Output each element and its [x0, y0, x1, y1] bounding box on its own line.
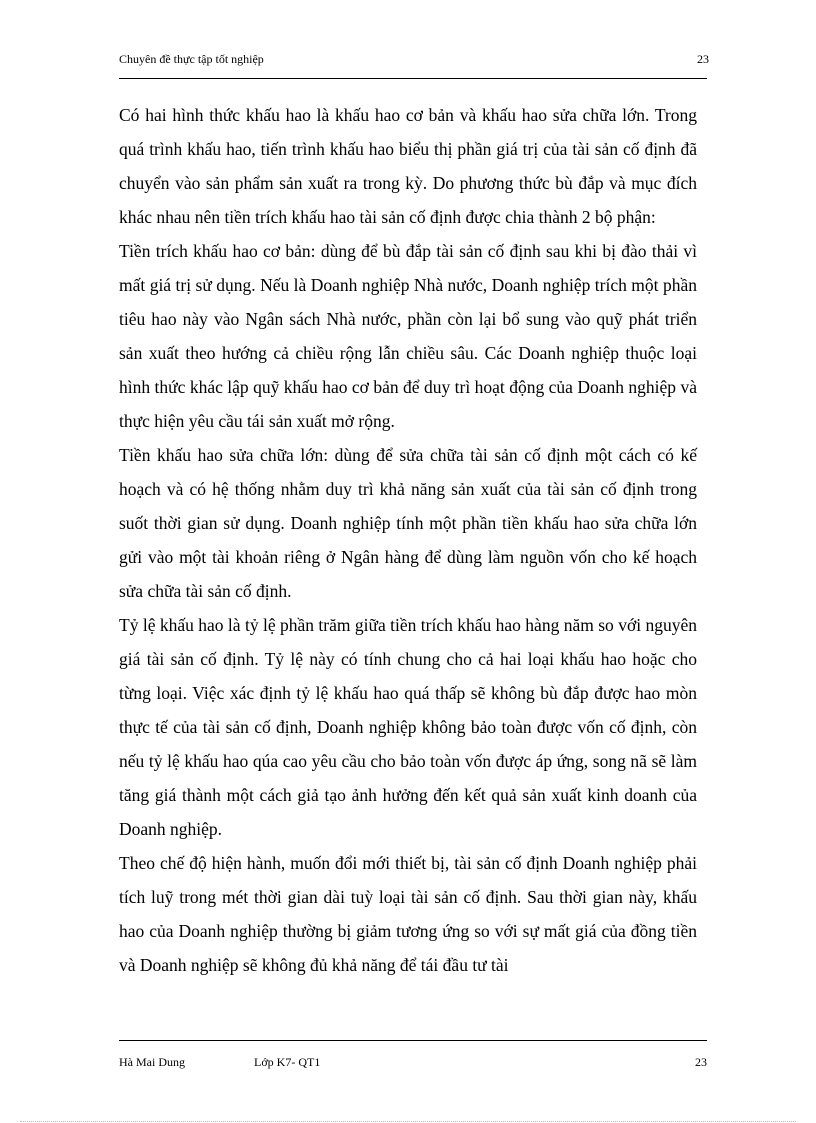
page-footer — [119, 1055, 707, 1073]
header-title: Chuyên đề thực tập tốt nghiệp — [119, 52, 264, 66]
footer-author: Hà Mai Dung — [119, 1055, 185, 1069]
page-header — [119, 52, 709, 70]
header-rule — [119, 78, 707, 79]
paragraph: Tiền trích khấu hao cơ bản: dùng để bù đắp tài sản cố định sau khi bị đào thải vì mất giá trị sử dụng. Nếu là Doanh nghiệp Nhà nước, Doanh nghiệp trích một phần tiêu hao này vào Ngân sách Nhà nước, phần còn lại bổ sung vào quỹ phát triển sản xuất theo hướng cả chiều rộng lẫn chiều sâu. Các Doanh nghiệp thuộc loại hình thức khác lập quỹ khấu hao cơ bản để duy trì hoạt động của Doanh nghiệp và thực hiện yêu cầu tái sản xuất mở rộng. — [119, 241, 697, 431]
paragraph: Có hai hình thức khấu hao là khấu hao cơ bản và khấu hao sửa chữa lớn. Trong quá trình khấu hao, tiến trình khấu hao biểu thị phần giá trị của tài sản cố định đã chuyển vào sản phẩm sản xuất ra trong kỳ. Do phương thức bù đắp và mục đích khác nhau nên tiền trích khấu hao tài sản cố định được chia thành 2 bộ phận: — [119, 105, 697, 227]
paragraph: Tiền khấu hao sửa chữa lớn: dùng để sửa chữa tài sản cố định một cách có kế hoạch và có hệ thống nhằm duy trì khả năng sản xuất của tài sản cố định trong suốt thời gian sử dụng. Doanh nghiệp tính một phần tiền khấu hao sửa chữa lớn gửi vào một tài khoản riêng ở Ngân hàng để dùng làm nguồn vốn cho kế hoạch sửa chữa tài sản cố định. — [119, 445, 697, 601]
footer-rule — [119, 1040, 707, 1041]
page-edge-divider — [20, 1121, 796, 1122]
footer-class: Lớp K7- QT1 — [254, 1055, 321, 1069]
paragraph: Theo chế độ hiện hành, muốn đổi mới thiết bị, tài sản cố định Doanh nghiệp phải tích luỹ trong mét thời gian dài tuỳ loại tài sản cố định. Sau thời gian này, khấu hao của Doanh nghiệp thường bị giảm tương ứng so với sự mất giá của đồng tiền và Doanh nghiệp sẽ không đủ khả năng để tái đầu tư tài — [119, 853, 697, 975]
header-page-number: 23 — [697, 52, 709, 66]
footer-page-number: 23 — [695, 1055, 707, 1069]
paragraph: Tỷ lệ khấu hao là tỷ lệ phần trăm giữa tiền trích khấu hao hàng năm so với nguyên giá tài sản cố định. Tỷ lệ này có tính chung cho cả hai loại khấu hao hoặc cho từng loại. Việc xác định tỷ lệ khấu hao quá thấp sẽ không bù đắp được hao mòn thực tế của tài sản cố định, Doanh nghiệp không bảo toàn được vốn cố định, còn nếu tỷ lệ khấu hao qúa cao yêu cầu cho bảo toàn vốn được áp ứng, song nã sẽ làm tăng giá thành một cách giả tạo ảnh hưởng đến kết quả sản xuất kinh doanh của Doanh nghiệp. — [119, 615, 697, 839]
document-body — [119, 98, 697, 982]
